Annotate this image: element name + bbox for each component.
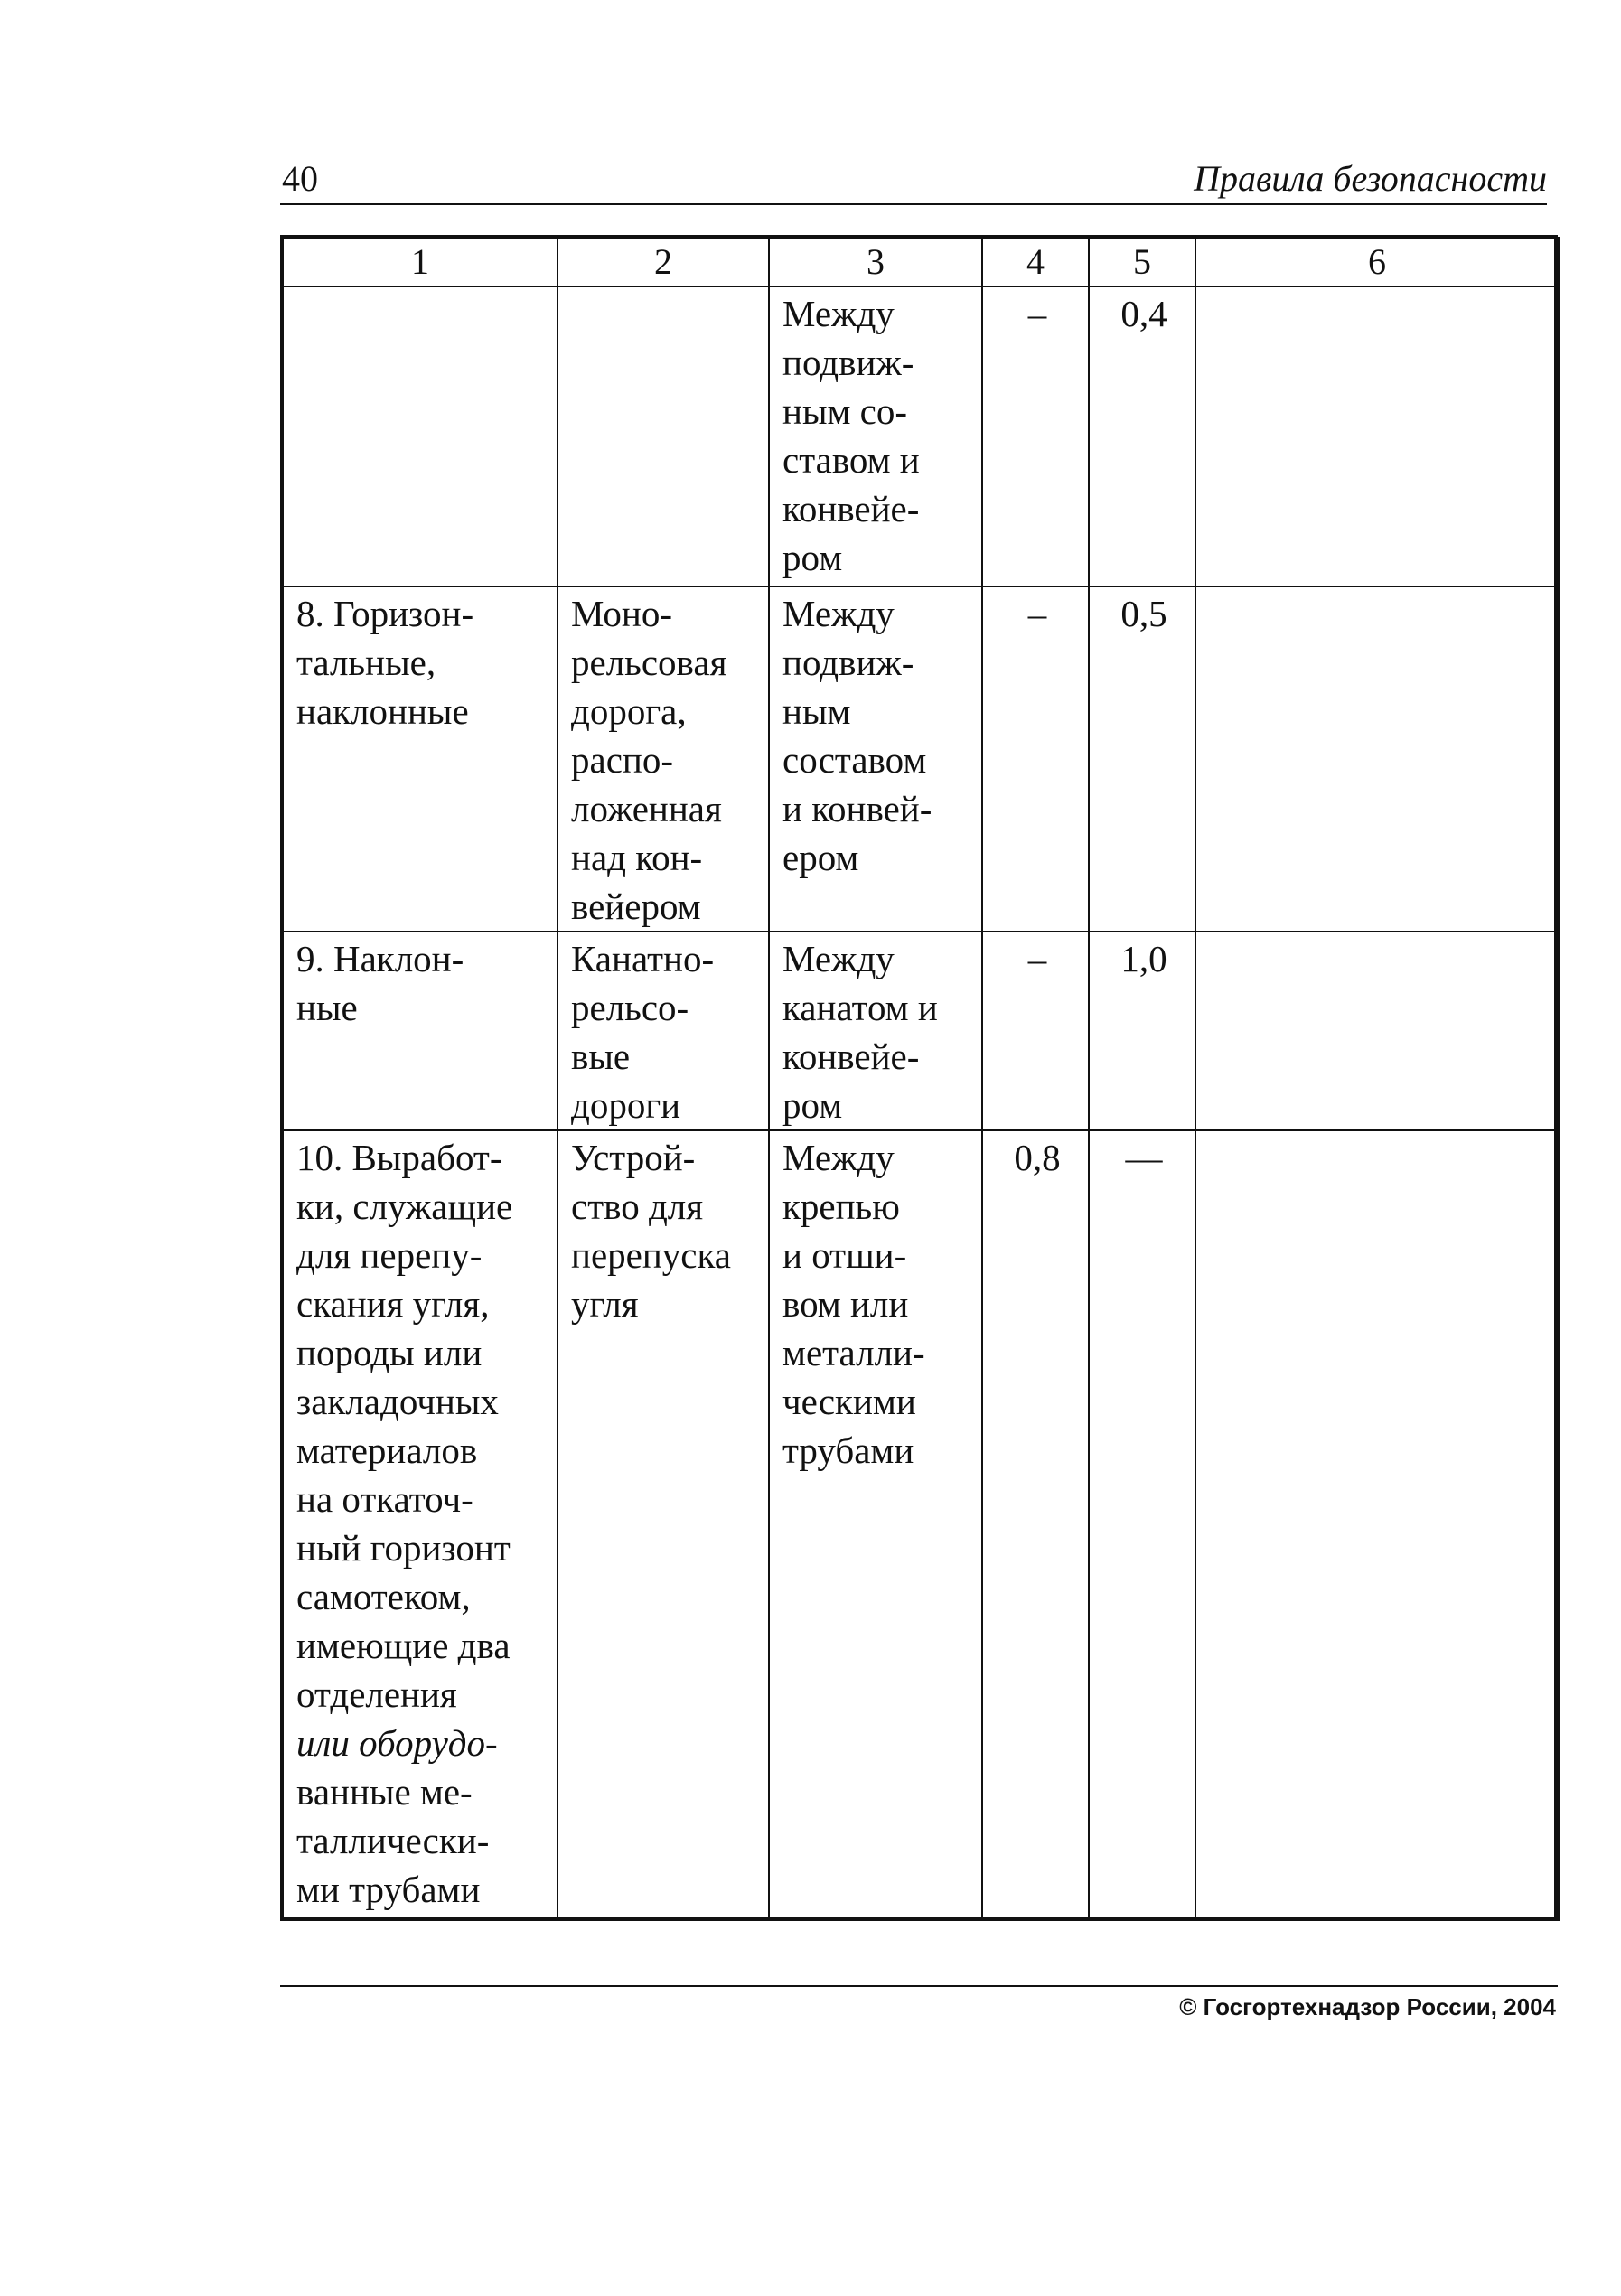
table-cell: Устрой- ство для перепуска угля bbox=[558, 1130, 769, 1920]
table-row bbox=[283, 586, 1559, 932]
table-cell bbox=[1195, 286, 1559, 586]
table-cell: 9. Наклон- ные bbox=[283, 932, 558, 1130]
header-rule bbox=[280, 203, 1547, 205]
column-header: 6 bbox=[1195, 238, 1559, 286]
table-cell bbox=[1195, 586, 1559, 932]
table-cell bbox=[283, 286, 558, 586]
table-row bbox=[283, 286, 1559, 586]
column-header: 5 bbox=[1089, 238, 1195, 286]
footer-rule bbox=[280, 1985, 1558, 1987]
table-cell: – bbox=[982, 932, 1089, 1130]
column-header: 1 bbox=[283, 238, 558, 286]
table-cell: 0,8 bbox=[982, 1130, 1089, 1920]
running-title: Правила безопасности bbox=[1194, 158, 1547, 199]
column-header: 4 bbox=[982, 238, 1089, 286]
table-cell: 8. Горизон- тальные, наклонные bbox=[283, 586, 558, 932]
copyright-notice: © Госгортехнадзор России, 2004 bbox=[1179, 1993, 1556, 2020]
table-cell: Между подвиж- ным составом и конвей- ером bbox=[769, 586, 982, 932]
table-cell: Канатно- рельсо- вые дороги bbox=[558, 932, 769, 1130]
table-cell: Между канатом и конвейе- ром bbox=[769, 932, 982, 1130]
table-cell: — bbox=[1089, 1130, 1195, 1920]
table-cell: Моно- рельсовая дорога, распо- ложенная над кон- вейером bbox=[558, 586, 769, 932]
table-cell: 1,0 bbox=[1089, 932, 1195, 1130]
table-cell: – bbox=[982, 286, 1089, 586]
column-header: 2 bbox=[558, 238, 769, 286]
cell-text-italic: или оборудо- bbox=[296, 1722, 498, 1764]
table-cell: Между подвиж- ным со- ставом и конвейе- ром bbox=[769, 286, 982, 586]
table-header-row bbox=[283, 238, 1559, 286]
table-cell: Между крепью и отши- вом или металли- ческими трубами bbox=[769, 1130, 982, 1920]
cell-text-main: 10. Выработ- ки, служащие для перепу- скания угля, породы или закладочных материалов на откаточ- ный горизонт самотеком, имеющие два отделения bbox=[296, 1137, 513, 1715]
table-cell bbox=[1195, 932, 1559, 1130]
table-cell bbox=[283, 1130, 558, 1920]
data-table bbox=[282, 237, 1560, 1921]
page-number: 40 bbox=[282, 158, 318, 199]
table-cell: 0,4 bbox=[1089, 286, 1195, 586]
table-cell: 0,5 bbox=[1089, 586, 1195, 932]
table-row bbox=[283, 1130, 1559, 1920]
column-header: 3 bbox=[769, 238, 982, 286]
table-row bbox=[283, 932, 1559, 1130]
table-cell bbox=[1195, 1130, 1559, 1920]
table-cell: – bbox=[982, 586, 1089, 932]
cell-text-tail: ванные ме- таллически- ми трубами bbox=[296, 1771, 490, 1910]
table-cell bbox=[558, 286, 769, 586]
